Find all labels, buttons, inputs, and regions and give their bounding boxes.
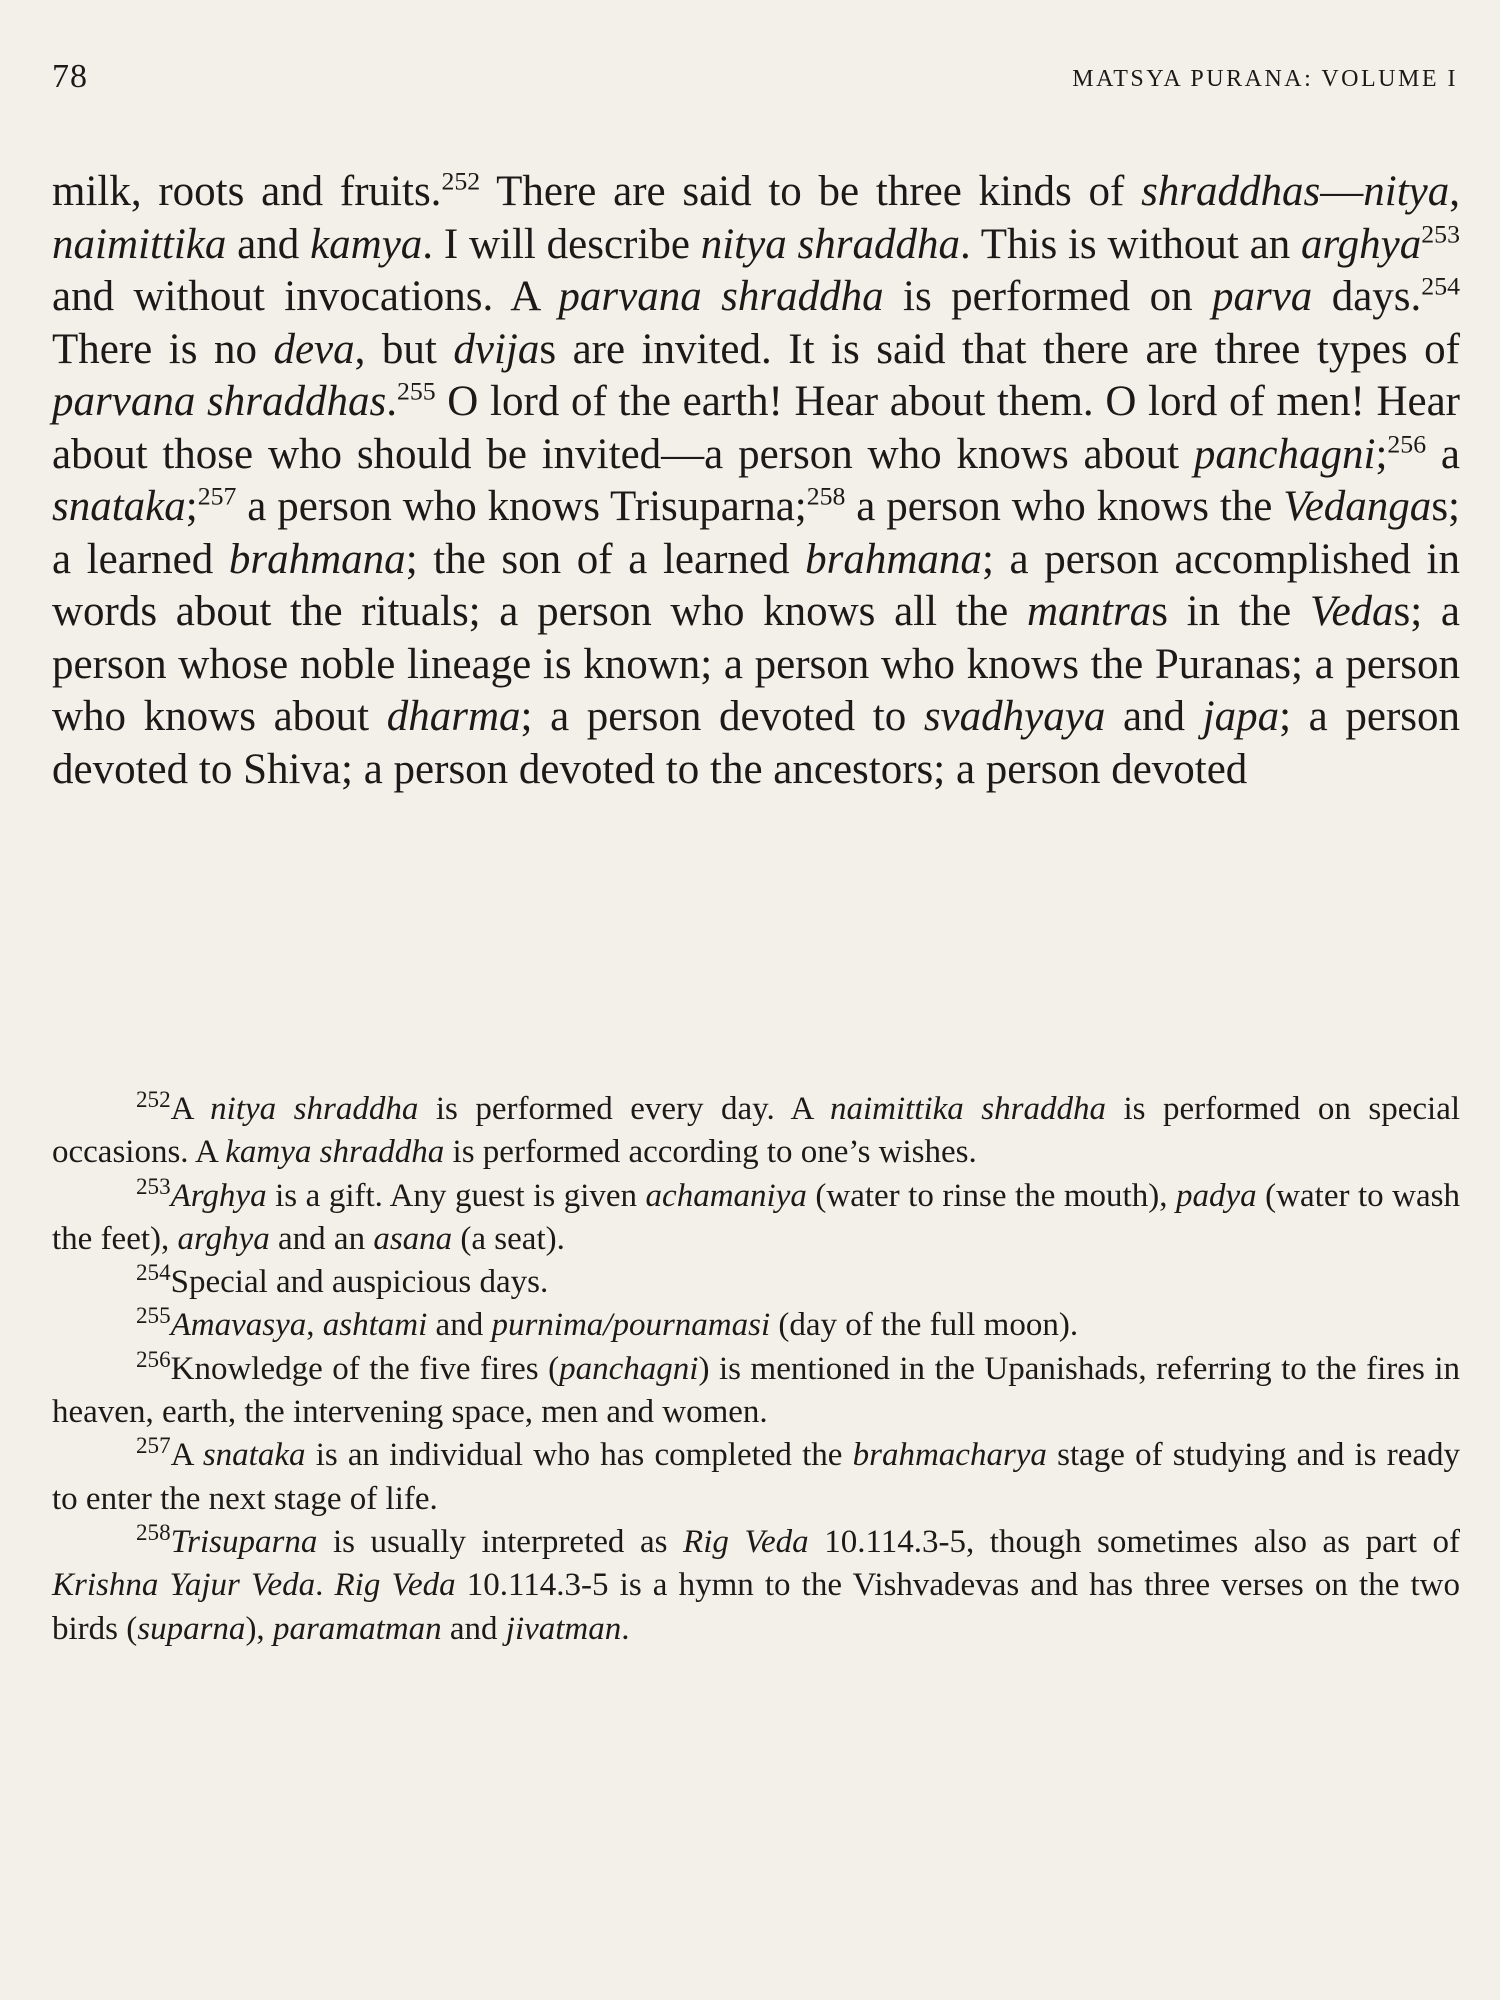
footnote-252: $^{252}$A nitya shraddha is performed every day. A naimittika shraddha is performed on special occasions. A kamya shraddha is performed according to one’s wishes. — [52, 1086, 1461, 1171]
main-text — [52, 166, 1460, 796]
footnote-253: $^{253}$Arghya is a gift. Any guest is given achamaniya (water to rinse the mouth), padya (water to wash the feet), arghya and an asana (a seat). — [52, 1172, 1461, 1257]
footnote-257: $^{257}$A snataka is an individual who has completed the brahmacharya stage of studying and is ready to enter the next stage of life. — [52, 1432, 1461, 1517]
footnote-258: $^{258}$Trisuparna is usually interpreted as Rig Veda 10.114.3-5, though sometimes also as part of Krishna Yajur Veda. Rig Veda 10.114.3-5 is a hymn to the Vishvadevas and has three verses on the two birds (suparna), paramatman and jivatman. — [52, 1518, 1460, 1647]
footnote-ref-257[interactable]: 257 — [197, 481, 237, 511]
footnote-ref-255[interactable]: 255 — [396, 376, 436, 406]
footnote-255: $^{255}$Amavasya, ashtami and purnima/pournamasi (day of the full moon). — [136, 1302, 1079, 1344]
footnote-number: 256 — [136, 1345, 171, 1372]
footnote-number: 255 — [136, 1302, 171, 1329]
footnote-ref-252[interactable]: 252 — [441, 166, 481, 196]
footnote-ref-253[interactable]: 253 — [1421, 219, 1460, 249]
footnote-ref-258[interactable]: 258 — [806, 481, 846, 511]
footnote-number: 253 — [136, 1172, 171, 1199]
footnote-254: $^{254}$Special and auspicious days. — [136, 1259, 549, 1301]
footnote-number: 252 — [136, 1086, 171, 1112]
footnote-256: $^{256}$Knowledge of the five fires (panchagni) is mentioned in the Upanishads, referring to the fires in heaven, earth, the intervening space, men and women. — [52, 1345, 1460, 1431]
body-paragraph: milk, roots and fruits.$^{252}$ There are said to be three kinds of shraddhas—nitya, naimittika and kamya. I will describe nitya shraddha. This is without an arghya$^{253}$ and without invocations. A parvana shraddha is performed on parva days.$^{254}$ There is no deva, but dvijas are invited. It is said that there are three types of parvana shraddhas.$^{255}$ O lord of the earth! Hear about them. O lord of men! Hear about those who should be invited—a person who knows about panchagni;$^{256}$ a snataka;$^{257}$ a person who knows Trisuparna;$^{258}$ a person who knows the Vedangas; a learned brahmana; the son of a learned brahmana; a person accomplished in words about the rituals; a person who knows all the mantras in the Vedas; a person whose noble lineage is known; a person who knows the Puranas; a person who knows about dharma; a person devoted to svadhyaya and japa; a person devoted to Shiva; a person devoted to the ancestors; a person devoted — [52, 166, 1461, 793]
running-head: MATSYA PURANA: VOLUME I — [1072, 66, 1458, 92]
footnote-number: 258 — [136, 1518, 171, 1545]
footnote-ref-254[interactable]: 254 — [1421, 271, 1460, 301]
page-number: 78 — [52, 58, 88, 95]
page-header — [52, 58, 1458, 108]
footnote-number: 254 — [136, 1259, 171, 1286]
footnote-ref-256[interactable]: 256 — [1387, 429, 1427, 459]
footnote-number: 257 — [136, 1432, 171, 1459]
footnotes — [52, 1088, 1460, 1651]
